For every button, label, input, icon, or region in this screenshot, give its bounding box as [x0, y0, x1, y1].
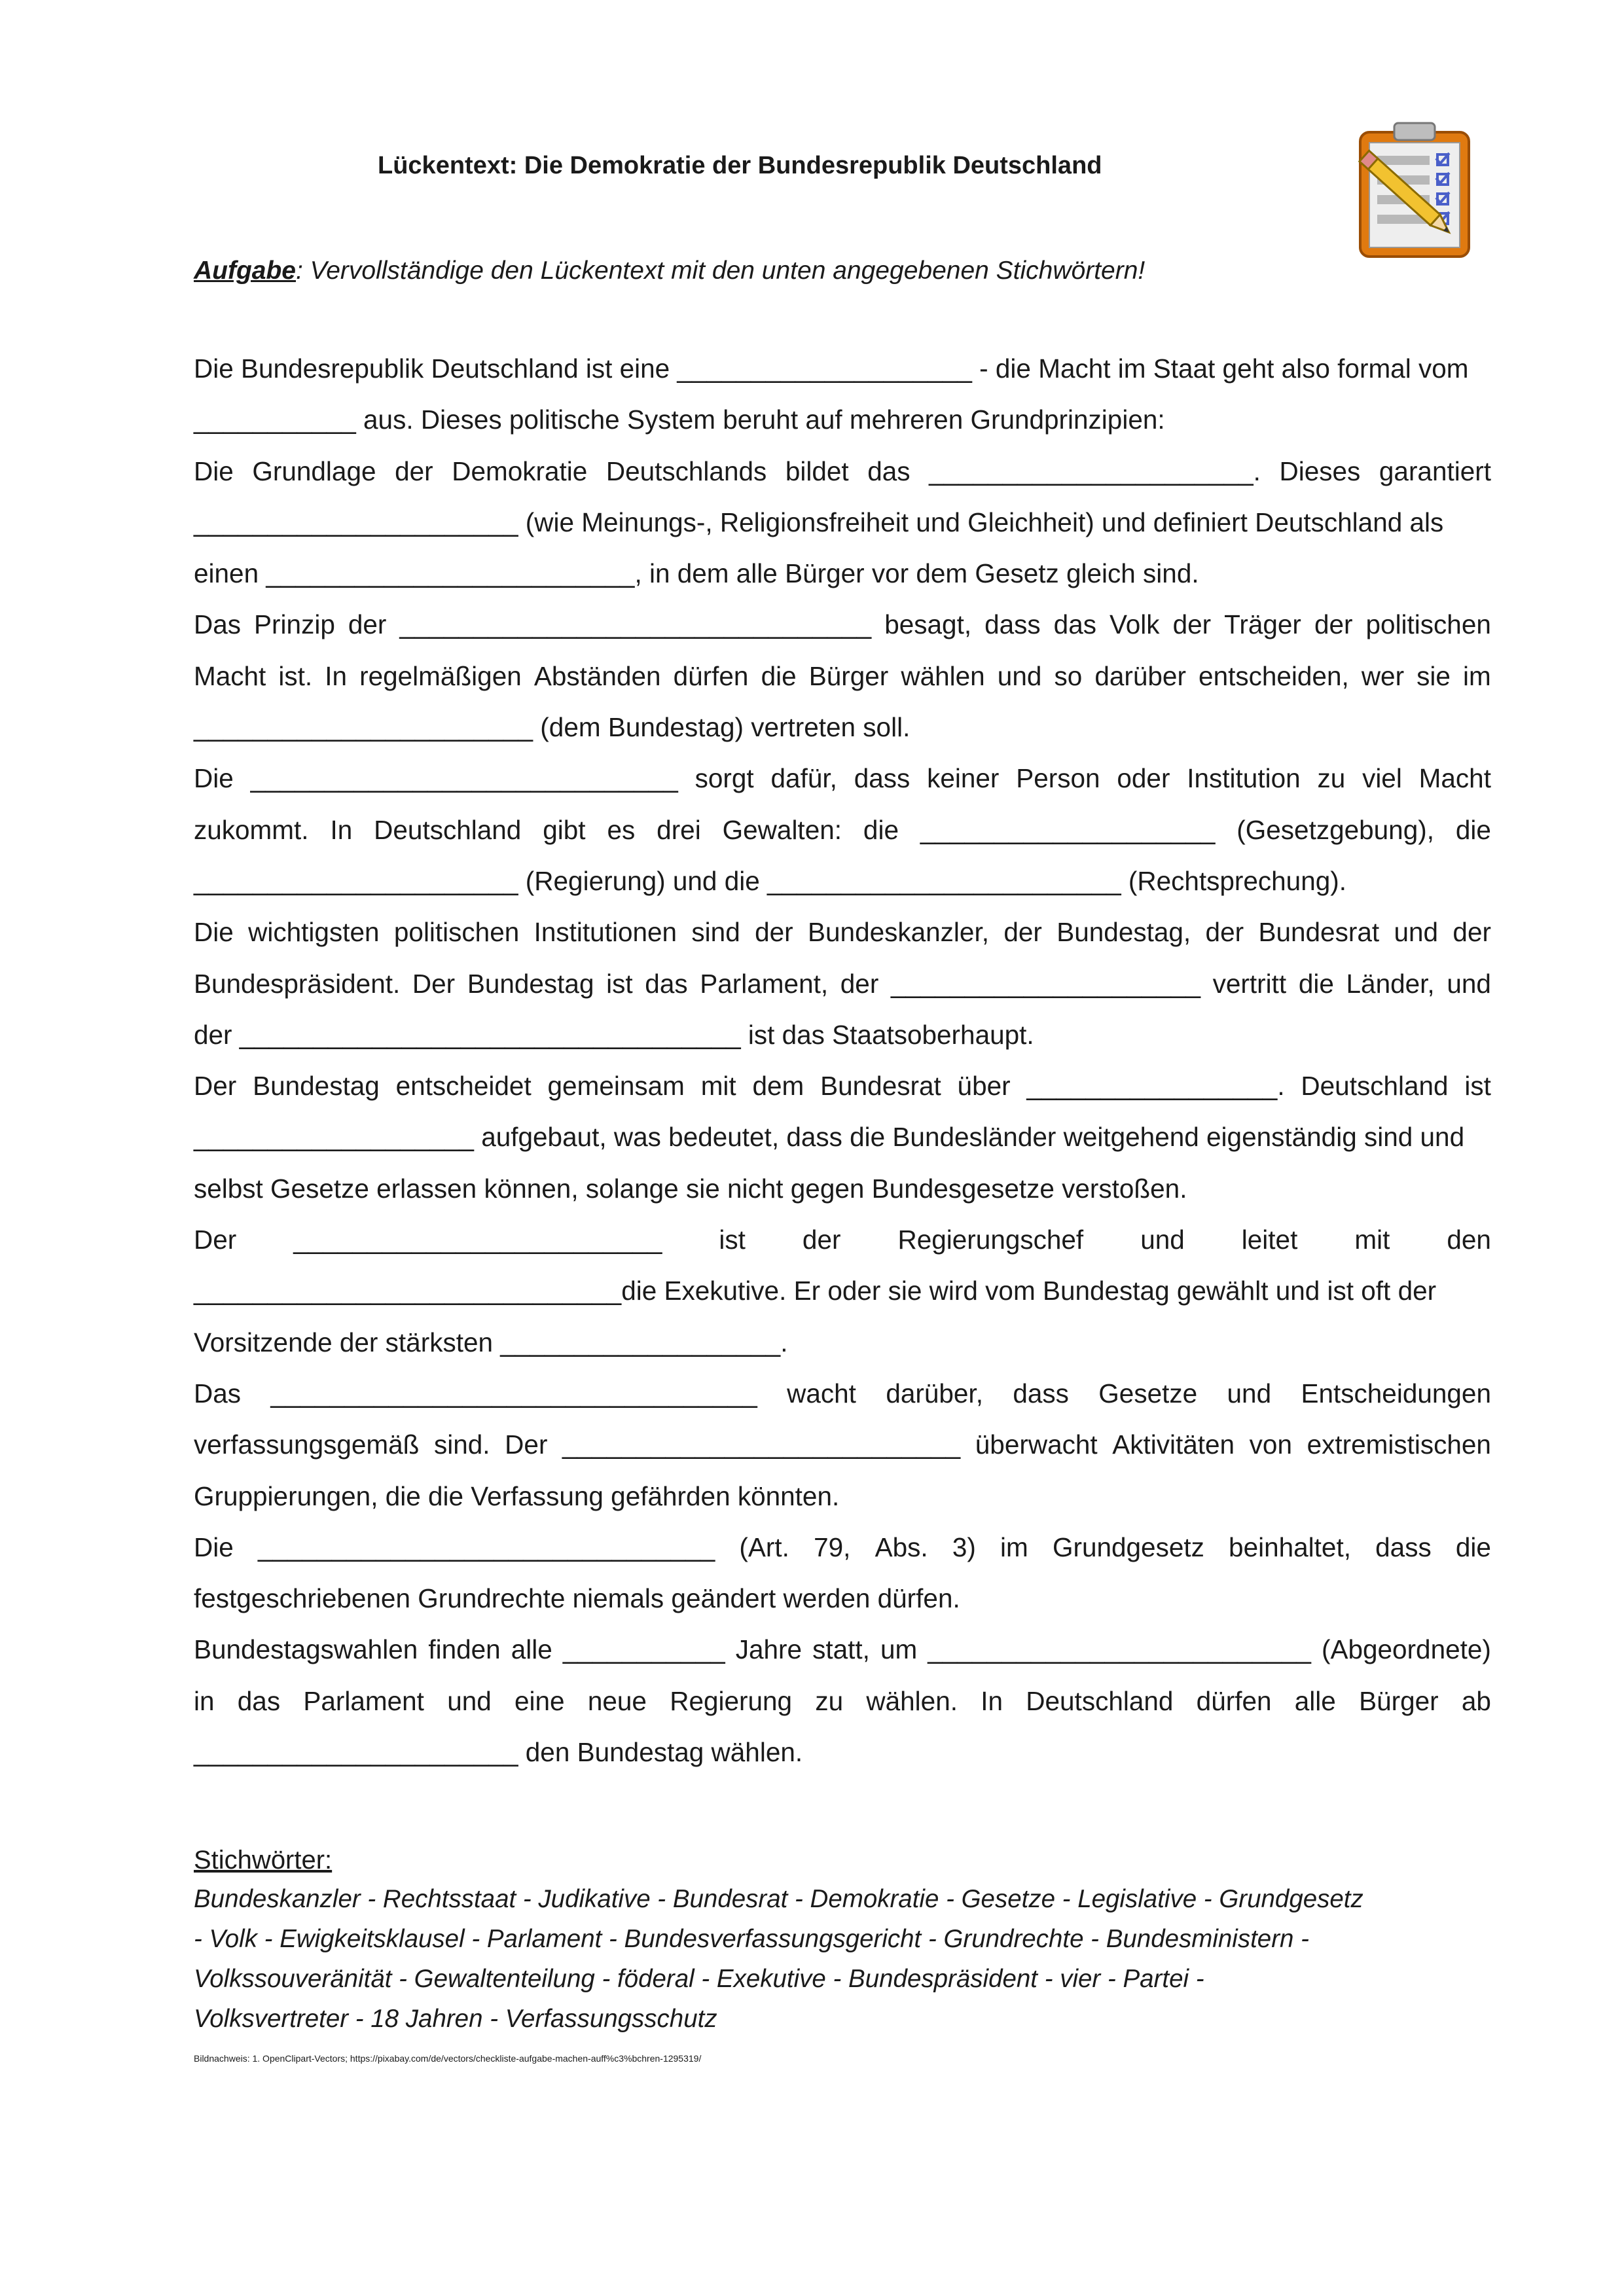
text-word: _________________________: [293, 1225, 662, 1255]
text-word: zu: [1317, 763, 1346, 794]
text-word: Länder,: [1346, 968, 1435, 999]
text-word: einen _________________________, in dem alle Bürger vor dem Gesetz gleich sind.: [194, 558, 1199, 589]
text-word: Bundestag: [467, 968, 594, 999]
keyword-line: Volkssouveränität - Gewaltenteilung - föderal - Exekutive - Bundespräsident - vier - Partei -: [194, 1965, 1204, 1993]
text-word: alle: [1294, 1685, 1336, 1716]
text-word: statt,: [812, 1634, 870, 1665]
text-word: Bundespräsident.: [194, 968, 401, 999]
text-word: sorgt: [695, 763, 754, 794]
text-word: In: [981, 1685, 1003, 1716]
text-word: _______________________ (dem Bundestag) vertreten soll.: [194, 712, 911, 743]
text-word: der: [1205, 917, 1244, 948]
text-word: und: [1394, 917, 1439, 948]
text-word: Die: [194, 1532, 234, 1562]
text-word: Deutschland: [1026, 1685, 1174, 1716]
text-word: politischen: [1365, 609, 1491, 640]
text-word: bildet: [785, 456, 849, 486]
text-word: Entscheidungen: [1301, 1378, 1491, 1408]
text-line: [194, 1214, 1491, 1265]
text-word: um: [880, 1634, 918, 1665]
text-word: dafür,: [770, 763, 837, 794]
text-word: viel: [1362, 763, 1402, 794]
text-word: (Art.: [739, 1532, 789, 1562]
text-word: Abständen: [533, 660, 661, 691]
text-word: der __________________________________ ist das Staatsoberhaupt.: [194, 1019, 1034, 1050]
text-word: ab: [1461, 1685, 1491, 1716]
text-word: so: [1054, 660, 1083, 691]
text-word: darüber,: [886, 1378, 983, 1408]
text-word: politischen: [393, 917, 520, 948]
text-word: __________________________: [928, 1634, 1311, 1665]
text-word: Regierungschef: [897, 1225, 1084, 1255]
text-word: der: [802, 1225, 841, 1255]
task-instruction: [194, 257, 1145, 285]
text-word: im: [1463, 660, 1491, 691]
text-word: wer: [1361, 660, 1405, 691]
cloze-text: [194, 343, 1491, 1778]
text-word: die: [1455, 1532, 1491, 1562]
text-word: ist: [719, 1225, 746, 1255]
text-word: entscheiden,: [1199, 660, 1349, 691]
text-word: 3): [952, 1532, 976, 1562]
text-word: _____________________: [890, 968, 1200, 999]
text-word: über: [957, 1071, 1011, 1102]
text-word: es: [607, 814, 636, 845]
text-word: 79,: [814, 1532, 851, 1562]
text-word: dass: [1375, 1532, 1432, 1562]
text-word: Die: [194, 763, 234, 794]
text-word: Jahre: [735, 1634, 803, 1665]
text-word: den: [1447, 1225, 1491, 1255]
text-word: Bundesrat: [1258, 917, 1380, 948]
text-line: [194, 958, 1491, 1009]
text-word: und: [1227, 1378, 1272, 1408]
text-line: [194, 1624, 1491, 1675]
text-word: drei: [657, 814, 701, 845]
text-word: eine: [514, 1685, 565, 1716]
text-word: vertritt: [1212, 968, 1287, 999]
text-word: Macht: [1418, 763, 1491, 794]
text-line: [194, 1265, 1491, 1316]
text-word: Dieses: [1279, 456, 1361, 486]
text-word: in: [194, 1685, 215, 1716]
text-line: [194, 497, 1491, 548]
text-word: ___________ aus. Dieses politische System beruht auf mehreren Grundprinzipien:: [194, 404, 1165, 435]
text-word: ________________________________: [399, 609, 872, 640]
text-word: Das: [194, 609, 242, 640]
text-word: Aktivitäten: [1112, 1429, 1235, 1460]
text-line: [194, 753, 1491, 804]
text-word: Person: [1016, 763, 1100, 794]
text-word: Die: [194, 917, 234, 948]
text-word: Bundestag,: [1056, 917, 1191, 948]
text-line: [194, 1676, 1491, 1727]
text-word: Prinzip: [254, 609, 335, 640]
text-word: von: [1249, 1429, 1292, 1460]
text-word: finden: [428, 1634, 501, 1665]
text-word: ___________________ aufgebaut, was bedeutet, dass die Bundesländer weitgehend eigenständig sind und: [194, 1122, 1465, 1153]
text-word: zukommt.: [194, 814, 309, 845]
text-word: überwacht: [975, 1429, 1098, 1460]
task-text: : Vervollständige den Lückentext mit den unten angegebenen Stichwörtern!: [296, 257, 1146, 285]
text-word: ___________________________: [562, 1429, 961, 1460]
text-word: _____________________________: [250, 763, 678, 794]
text-word: ist: [1464, 1071, 1491, 1102]
text-line: [194, 599, 1491, 650]
text-word: Deutschland: [374, 814, 522, 845]
task-label: Aufgabe: [194, 257, 296, 285]
text-word: ist.: [278, 660, 313, 691]
text-word: (Gesetzgebung),: [1236, 814, 1434, 845]
text-word: dass: [854, 763, 911, 794]
text-word: selbst Gesetze erlassen können, solange sie nicht gegen Bundesgesetze verstoßen.: [194, 1173, 1187, 1204]
text-word: Bundestagswahlen: [194, 1634, 418, 1665]
text-word: die: [1298, 968, 1334, 999]
image-credit: Bildnachweis: 1. OpenClipart-Vectors; https://pixabay.com/de/vectors/checkliste-aufgabe-machen-auff%c3%bchren-1295319/: [194, 2053, 702, 2064]
text-word: beinhaltet,: [1229, 1532, 1351, 1562]
text-word: dem: [752, 1071, 804, 1102]
text-line: [194, 1060, 1491, 1111]
text-line: [194, 394, 1491, 445]
text-word: Grundlage: [252, 456, 376, 486]
text-line: [194, 906, 1491, 958]
text-word: Gruppierungen, die die Verfassung gefährden könnten.: [194, 1480, 840, 1511]
text-word: der: [1003, 917, 1042, 948]
text-word: der: [395, 456, 433, 486]
text-word: Demokratie: [452, 456, 588, 486]
text-line: [194, 1163, 1491, 1214]
text-word: Der: [505, 1429, 548, 1460]
text-word: oder: [1117, 763, 1170, 794]
keyword-section: [194, 1846, 1491, 2039]
text-word: zu: [815, 1685, 844, 1716]
text-word: leitet: [1241, 1225, 1298, 1255]
text-line: [194, 1573, 1491, 1624]
text-word: dass: [1013, 1378, 1069, 1408]
text-word: Abs.: [875, 1532, 928, 1562]
text-word: mit: [700, 1071, 736, 1102]
text-line: [194, 1317, 1491, 1368]
text-word: Der: [194, 1225, 237, 1255]
text-word: Institutionen: [533, 917, 677, 948]
text-word: verfassungsgemäß: [194, 1429, 420, 1460]
text-word: die: [863, 814, 899, 845]
text-word: garantiert: [1379, 456, 1491, 486]
text-word: _________________.: [1026, 1071, 1285, 1102]
text-word: Die Bundesrepublik Deutschland ist eine ____________________ - die Macht im Staat geht also formal vom: [194, 353, 1469, 384]
text-word: sind.: [434, 1429, 490, 1460]
text-word: das: [1053, 609, 1096, 640]
text-word: Institution: [1187, 763, 1301, 794]
text-word: das: [237, 1685, 281, 1716]
text-word: die: [1455, 814, 1491, 845]
text-line: [194, 1368, 1491, 1419]
text-word: das: [867, 456, 911, 486]
text-word: Deutschlands: [605, 456, 767, 486]
text-word: Volk: [1110, 609, 1160, 640]
text-word: und: [997, 660, 1042, 691]
text-word: darüber: [1094, 660, 1186, 691]
text-word: Die: [194, 456, 234, 486]
text-word: der: [1453, 917, 1491, 948]
text-word: wählen: [901, 660, 985, 691]
text-word: In: [330, 814, 353, 845]
text-line: [194, 1471, 1491, 1522]
text-word: der: [755, 917, 793, 948]
text-word: ist: [606, 968, 633, 999]
text-word: gibt: [543, 814, 586, 845]
text-word: Der: [412, 968, 456, 999]
text-line: [194, 702, 1491, 753]
page-title: Lückentext: Die Demokratie der Bundesrepublik Deutschland: [378, 152, 1102, 179]
text-word: besagt,: [884, 609, 972, 640]
text-word: Parlament,: [700, 968, 829, 999]
text-word: der: [348, 609, 387, 640]
text-word: Bundesrat: [820, 1071, 941, 1102]
text-word: ______________________ (wie Meinungs-, Religionsfreiheit und Gleichheit) und definiert Deutschland als: [194, 507, 1444, 537]
text-word: Bundeskanzler,: [808, 917, 989, 948]
text-line: [194, 804, 1491, 855]
text-word: wählen.: [866, 1685, 958, 1716]
text-word: Das: [194, 1378, 242, 1408]
text-line: [194, 1009, 1491, 1060]
text-word: gemeinsam: [547, 1071, 685, 1102]
text-word: Träger: [1224, 609, 1301, 640]
text-word: regelmäßigen: [359, 660, 522, 691]
text-word: dürfen: [1196, 1685, 1272, 1716]
text-word: wacht: [787, 1378, 856, 1408]
text-line: [194, 446, 1491, 497]
text-word: sie: [1416, 660, 1451, 691]
text-word: der: [1314, 609, 1353, 640]
text-word: Deutschland: [1301, 1071, 1449, 1102]
text-word: Parlament: [303, 1685, 424, 1716]
text-word: neue: [587, 1685, 647, 1716]
keyword-line: - Volk - Ewigkeitsklausel - Parlament - Bundesverfassungsgericht - Grundrechte - Bundesministern -: [194, 1925, 1309, 1953]
text-word: _____________________________die Exekutive. Er oder sie wird vom Bundestag gewählt und ist oft der: [194, 1276, 1437, 1306]
text-line: [194, 855, 1491, 906]
text-word: (Abgeordnete): [1321, 1634, 1491, 1665]
text-line: [194, 651, 1491, 702]
text-word: und: [1447, 968, 1491, 999]
text-word: Bürger: [1359, 1685, 1439, 1716]
text-word: Vorsitzende der stärksten ___________________.: [194, 1327, 788, 1357]
clipboard-checklist-icon: [1348, 118, 1479, 262]
text-word: keiner: [927, 763, 1000, 794]
text-word: dürfen: [673, 660, 749, 691]
text-word: ____________________: [920, 814, 1216, 845]
text-line: [194, 1419, 1491, 1470]
text-word: In: [325, 660, 348, 691]
text-word: Grundgesetz: [1052, 1532, 1204, 1562]
text-word: Gesetze: [1098, 1378, 1198, 1408]
text-line: [194, 548, 1491, 599]
text-word: _______________________________: [257, 1532, 715, 1562]
text-word: und: [447, 1685, 492, 1716]
text-word: entscheidet: [395, 1071, 532, 1102]
keyword-line: Bundeskanzler - Rechtsstaat - Judikative - Bundesrat - Demokratie - Gesetze - Legislative - Grundgesetz: [194, 1885, 1363, 1913]
text-line: [194, 1727, 1491, 1778]
text-line: [194, 343, 1491, 394]
text-word: Gewalten:: [722, 814, 842, 845]
text-word: Regierung: [670, 1685, 793, 1716]
text-line: [194, 1111, 1491, 1162]
text-word: alle: [511, 1634, 552, 1665]
text-word: sind: [691, 917, 740, 948]
text-word: dass: [984, 609, 1041, 640]
text-word: ___________: [562, 1634, 725, 1665]
text-word: der: [840, 968, 879, 999]
text-line: [194, 1522, 1491, 1573]
keyword-heading: Stichwörter:: [194, 1846, 333, 1874]
text-word: Bürger: [808, 660, 889, 691]
text-word: ______________________ (Regierung) und die ________________________ (Rechtsprechung).: [194, 865, 1346, 896]
text-word: _________________________________: [270, 1378, 757, 1408]
text-word: Bundestag: [253, 1071, 380, 1102]
text-word: wichtigsten: [248, 917, 380, 948]
text-word: die: [761, 660, 797, 691]
text-word: ______________________.: [929, 456, 1261, 486]
text-word: festgeschriebenen Grundrechte niemals geändert werden dürfen.: [194, 1583, 960, 1614]
text-word: mit: [1354, 1225, 1390, 1255]
text-word: Der: [194, 1071, 237, 1102]
keyword-line: Volksvertreter - 18 Jahren - Verfassungsschutz: [194, 2005, 717, 2033]
text-word: der: [1172, 609, 1212, 640]
text-word: ______________________ den Bundestag wählen.: [194, 1737, 803, 1768]
text-word: das: [645, 968, 688, 999]
text-word: und: [1140, 1225, 1185, 1255]
text-word: Macht: [194, 660, 266, 691]
text-word: extremistischen: [1307, 1429, 1491, 1460]
text-word: im: [1000, 1532, 1028, 1562]
